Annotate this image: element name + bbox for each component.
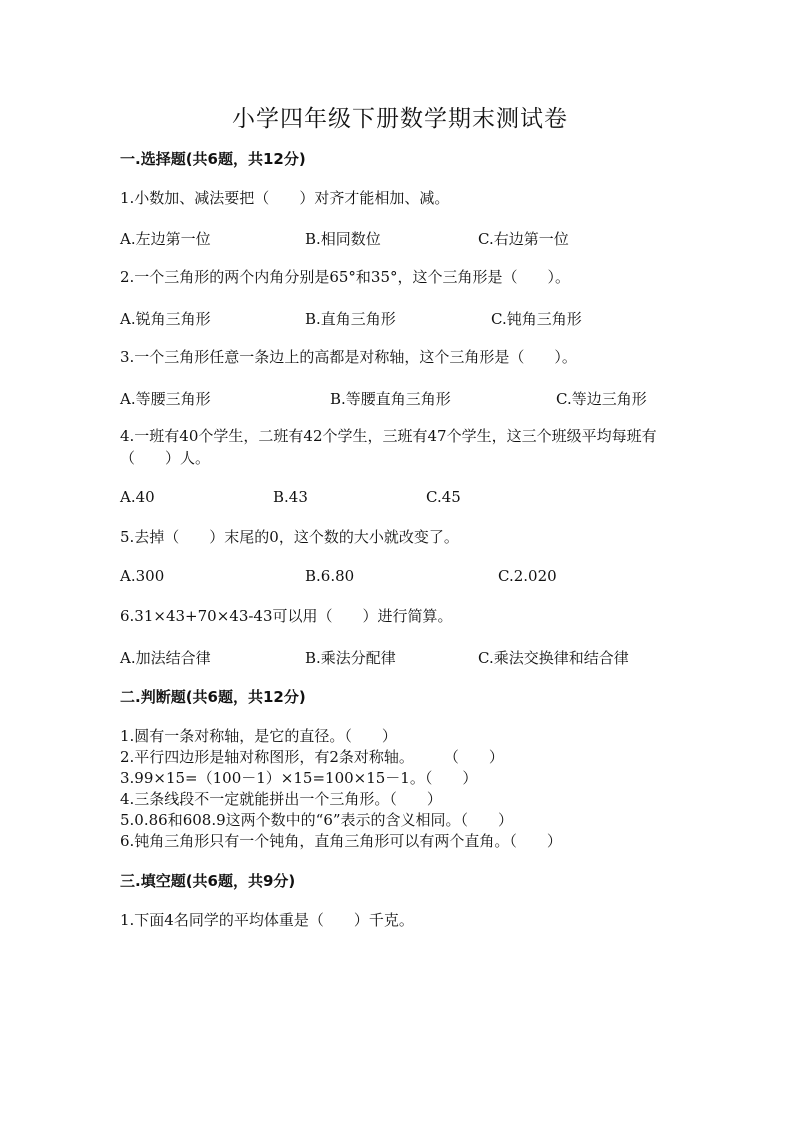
choice-4-option-a: A.40 xyxy=(120,488,155,506)
page-title: 小学四年级下册数学期末测试卷 xyxy=(232,106,568,132)
choice-question-5: 5.去掉（ ）末尾的0，这个数的大小就改变了。 xyxy=(120,528,459,546)
choice-question-4: 4.一班有40个学生，二班有42个学生，三班有47个学生，这三个班级平均每班有（ ）人。 xyxy=(120,427,657,467)
choice-6-option-a: A.加法结合律 xyxy=(120,649,211,667)
judge-item-2: 2.平行四边形是轴对称图形，有2条对称轴。 （ ） xyxy=(120,748,504,766)
section-heading-choice: 一.选择题(共6题，共12分) xyxy=(120,150,306,168)
choice-5-option-a: A.300 xyxy=(120,567,165,585)
choice-3-option-c: C.等边三角形 xyxy=(556,390,647,408)
section-heading-fill: 三.填空题(共6题，共9分) xyxy=(120,872,296,890)
choice-4-option-b: B.43 xyxy=(273,488,308,506)
choice-1-option-b: B.相同数位 xyxy=(305,230,381,248)
choice-2-option-b: B.直角三角形 xyxy=(305,310,396,328)
choice-2-option-c: C.钝角三角形 xyxy=(491,310,582,328)
choice-question-2: 2.一个三角形的两个内角分别是65°和35°，这个三角形是（ ）。 xyxy=(120,268,570,286)
fill-question-1: 1.下面4名同学的平均体重是（ ）千克。 xyxy=(120,911,414,929)
choice-1-option-c: C.右边第一位 xyxy=(478,230,569,248)
choice-question-3: 3.一个三角形任意一条边上的高都是对称轴，这个三角形是（ ）。 xyxy=(120,348,577,366)
section-heading-judge: 二.判断题(共6题，共12分) xyxy=(120,688,306,706)
choice-1-option-a: A.左边第一位 xyxy=(120,230,211,248)
choice-question-6: 6.31×43+70×43-43可以用（ ）进行简算。 xyxy=(120,607,453,625)
judge-item-3: 3.99×15=（100－1）×15=100×15－1。（ ） xyxy=(120,769,478,787)
choice-5-option-c: C.2.020 xyxy=(498,567,557,585)
judge-item-4: 4.三条线段不一定就能拼出一个三角形。（ ） xyxy=(120,790,442,808)
choice-6-option-b: B.乘法分配律 xyxy=(305,649,396,667)
judge-item-6: 6.钝角三角形只有一个钝角，直角三角形可以有两个直角。（ ） xyxy=(120,832,562,850)
judge-item-1: 1.圆有一条对称轴，是它的直径。（ ） xyxy=(120,727,397,745)
choice-4-option-c: C.45 xyxy=(426,488,461,506)
choice-3-option-a: A.等腰三角形 xyxy=(120,390,211,408)
choice-5-option-b: B.6.80 xyxy=(305,567,355,585)
choice-6-option-c: C.乘法交换律和结合律 xyxy=(478,649,629,667)
judge-item-5: 5.0.86和608.9这两个数中的“6”表示的含义相同。（ ） xyxy=(120,811,514,829)
choice-2-option-a: A.锐角三角形 xyxy=(120,310,211,328)
choice-3-option-b: B.等腰直角三角形 xyxy=(330,390,451,408)
choice-question-1: 1.小数加、减法要把（ ）对齐才能相加、减。 xyxy=(120,189,450,207)
